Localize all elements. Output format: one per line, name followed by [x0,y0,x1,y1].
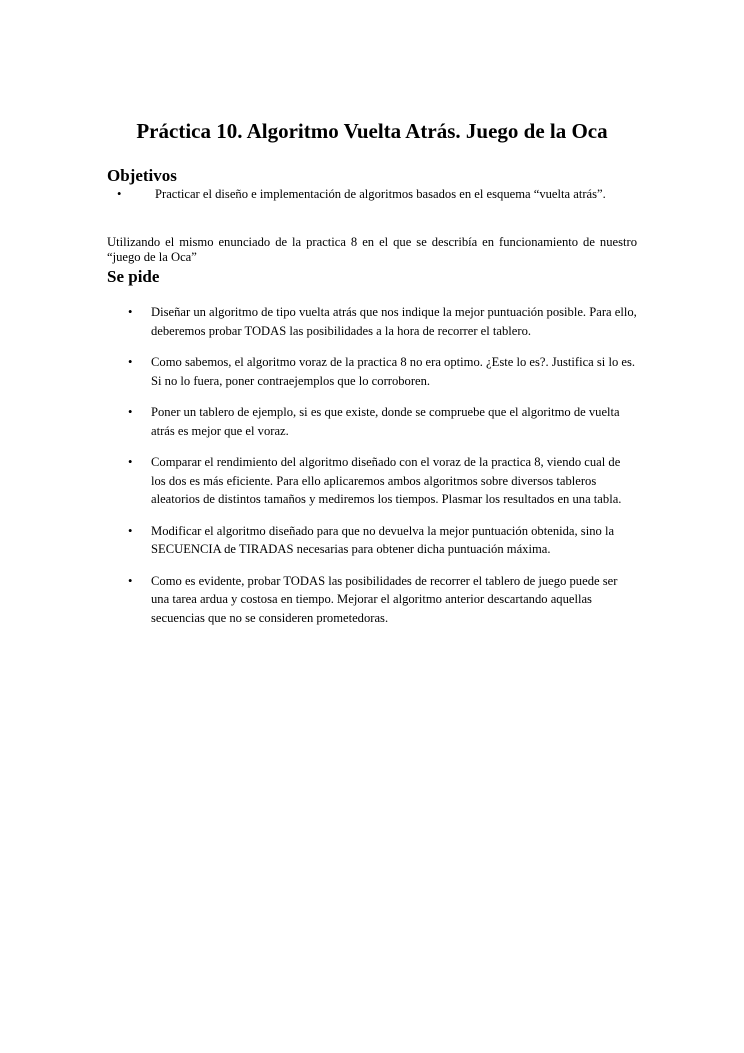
requirement-item [107,303,637,340]
bullet-icon: • [128,305,133,319]
bullet-icon: • [128,523,133,538]
bullet-icon: • [128,573,133,588]
requirement-text: Como es evidente, probar TODAS las posibilidades de recorrer el tablero de juego puede ser una tarea ardua y costosa en tiempo. Mejorar el algoritmo anterior descartando aquellas secuencias que no se consideren prometedoras. [151,573,618,625]
requirement-text: Como sabemos, el algoritmo voraz de la practica 8 no era optimo. ¿Este lo es?. Justifica si lo es. Si no lo fuera, poner contraejemplos que lo corroboren. [151,355,636,388]
requirement-item [107,522,637,559]
intro-paragraph: Utilizando el mismo enunciado de la practica 8 en el que se describía en funcionamiento de nuestro “juego de la Oca” [107,235,637,264]
bullet-icon: • [128,355,133,369]
requirement-text: Diseñar un algoritmo de tipo vuelta atrás que nos indique la mejor puntuación posible. Para ello, deberemos probar TODAS las posibilidades a la hora de recorrer el tablero. [151,305,637,338]
requirements-heading: Se pide [107,267,160,286]
requirement-text: Poner un tablero de ejemplo, si es que existe, donde se compruebe que el algoritmo de vuelta atrás es mejor que el voraz. [151,405,620,438]
bullet-icon: • [117,187,122,201]
objective-text: Practicar el diseño e implementación de algoritmos basados en el esquema “vuelta atrás”. [155,187,606,201]
document-title: Práctica 10. Algoritmo Vuelta Atrás. Juego de la Oca [136,119,608,143]
requirement-text: Comparar el rendimiento del algoritmo diseñado con el voraz de la practica 8, viendo cual de los dos es más eficiente. Para ello aplicaremos ambos algoritmos sobre diversos tableros aleatorios de distintos tamaños y mediremos los tiempos. Plasmar los resultados en una tabla. [151,455,622,506]
requirement-item [107,453,637,509]
bullet-icon: • [128,455,133,469]
objective-item [107,186,637,202]
requirement-item [107,572,637,628]
requirement-text: Modificar el algoritmo diseñado para que no devuelva la mejor puntuación obtenida, sino la SECUENCIA de TIRADAS necesarias para obtener dicha puntuación máxima. [151,523,615,556]
requirement-item [107,353,637,390]
bullet-icon: • [128,405,133,419]
requirements-list [107,303,637,640]
requirement-item [107,403,637,440]
objectives-heading: Objetivos [107,166,177,185]
